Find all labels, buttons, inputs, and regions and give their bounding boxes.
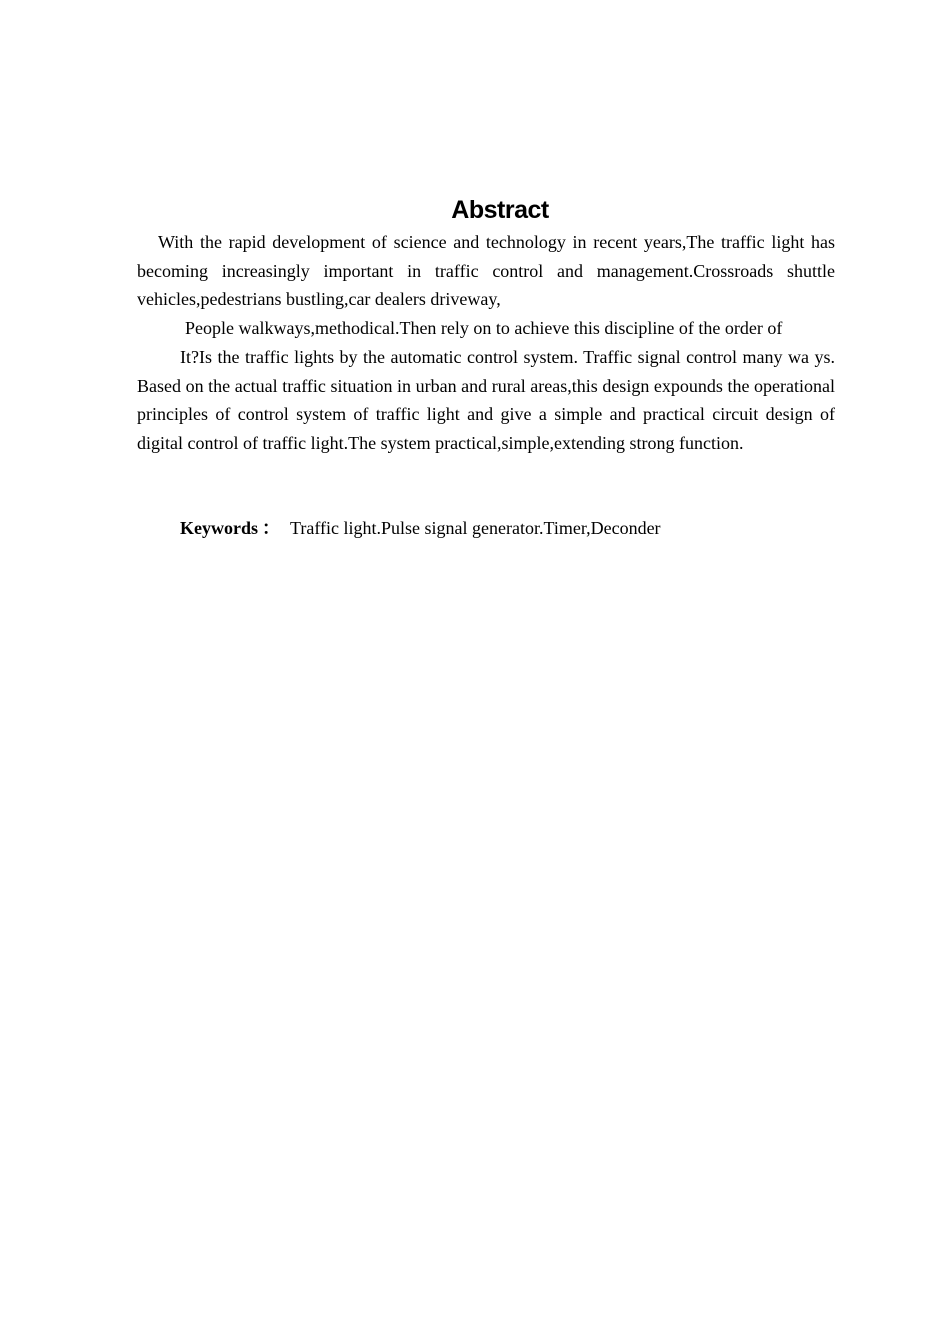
abstract-paragraph-3: It?Is the traffic lights by the automatic control system. Traffic signal control many wa ys. Based on the actual traffic situation in urban and rural areas,this design expounds the operational principles of control system of traffic light and give a simple and practical circuit design of digital control of traffic light.The system practical,simple,extending strong function. bbox=[137, 346, 835, 453]
abstract-body bbox=[137, 228, 835, 458]
abstract-title: Abstract bbox=[451, 196, 549, 224]
keywords-colon: ： bbox=[262, 518, 280, 538]
abstract-paragraph-2: People walkways,methodical.Then rely on to achieve this discipline of the order of bbox=[185, 318, 783, 339]
keywords-value: Traffic light.Pulse signal generator.Timer,Deconder bbox=[290, 518, 661, 538]
abstract-paragraph-1: With the rapid development of science and technology in recent years,The traffic light has becoming increasingly important in traffic control and management.Crossroads shuttle vehicles,pedestrians bustling,car dealers driveway, bbox=[137, 232, 835, 310]
keywords-line bbox=[180, 514, 661, 542]
keywords-label: Keywords bbox=[180, 518, 258, 538]
